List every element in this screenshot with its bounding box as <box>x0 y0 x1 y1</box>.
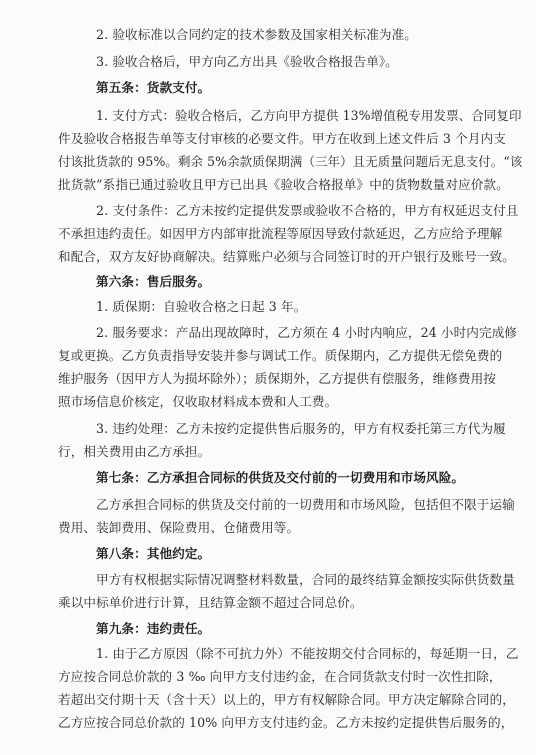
clause-9-item-1-line-2: 方应按合同总价款的 3 ‰ 向甲方支付违约金，在合同货款支付时一次性扣除， <box>58 669 502 684</box>
clause-5-item-2-line-3: 和配合，双方友好协商解决。结算账户必须与合同签订时的开户银行及账号一致。 <box>58 249 515 264</box>
clause-7-heading: 第七条：乙方承担合同标的供货及交付前的一切费用和市场风险。 <box>96 470 465 485</box>
clause-5-item-1-line-2: 件及验收合格报告单等支付审核的必要文件。甲方在收到上述文件后 3 个月内支 <box>58 131 506 146</box>
clause-5-item-1-line-4: 批货款”系指已通过验收且甲方已出具《验收合格报单》中的货物数量对应价款。 <box>58 177 509 192</box>
clause-9-heading: 第九条：违约责任。 <box>96 621 211 636</box>
clause-8-heading: 第八条：其他约定。 <box>96 546 211 561</box>
clause-7-body-line-1: 乙方承担合同标的供货及交付前的一切费用和市场风险，包括但不限于运输 <box>96 497 515 512</box>
clause-4-item-2: 2. 验收标准以合同约定的技术参数及国家相关标准为准。 <box>96 27 417 42</box>
clause-5-heading: 第五条：货款支付。 <box>96 80 211 95</box>
clause-6-item-3-line-1: 3. 违约处理：乙方未按约定提供售后服务的，甲方有权委托第三方代为履 <box>96 421 506 436</box>
clause-6-item-2-line-3: 维护服务（因甲方人为损坏除外）；质保期外，乙方提供有偿服务，维修费用按 <box>58 371 496 386</box>
clause-9-item-1-line-1: 1. 由于乙方原因（除不可抗力外）不能按期交付合同标的，每延期一日，乙 <box>96 646 519 661</box>
clause-5-item-1-line-3: 付该批货款的 95%。剩余 5%余款质保期满（三年）且无质量问题后无息支付。“该 <box>58 154 523 169</box>
clause-6-item-3-line-2: 行，相关费用由乙方承担。 <box>58 444 211 459</box>
clause-9-item-1-line-4: 乙方应按合同总价款的 10% 向甲方支付违约金。乙方未按约定提供售后服务的， <box>58 715 514 730</box>
clause-6-heading: 第六条：售后服务。 <box>96 274 211 289</box>
clause-6-item-2-line-4: 照市场信息价核定，仅收取材料成本费和人工费。 <box>58 394 338 409</box>
clause-4-item-3: 3. 验收合格后，甲方向乙方出具《验收合格报告单》。 <box>96 54 398 69</box>
clause-6-item-2-line-2: 复或更换。乙方负责指导安装并参与调试工作。质保期内，乙方提供无偿免费的 <box>58 348 503 363</box>
clause-5-item-2-line-2: 不承担违约责任。如因甲方内部审批流程等原因导致付款延迟，乙方应给予理解 <box>58 226 503 241</box>
clause-5-item-2-line-1: 2. 支付条件：乙方未按约定提供发票或验收不合格的，甲方有权延迟支付且 <box>96 203 519 218</box>
clause-5-item-1-line-1: 1. 支付方式：验收合格后，乙方向甲方提供 13%增值税专用发票、合同复印 <box>96 108 522 123</box>
clause-8-body-line-2: 乘以中标单价进行计算，且结算金额不超过合同总价。 <box>58 595 363 610</box>
clause-6-item-2-line-1: 2. 服务要求：产品出现故障时，乙方须在 4 小时内响应，24 小时内完成修 <box>96 325 518 340</box>
clause-7-body-line-2: 费用、装卸费用、保险费用、仓储费用等。 <box>58 520 300 535</box>
clause-9-item-1-line-3: 若超出交付期十天（含十天）以上的，甲方有权解除合同。甲方决定解除合同的， <box>58 692 515 707</box>
clause-8-body-line-1: 甲方有权根据实际情况调整材料数量，合同的最终结算金额按实际供货数量 <box>96 572 515 587</box>
clause-6-item-1: 1. 质保期：自验收合格之日起 3 年。 <box>96 299 307 314</box>
